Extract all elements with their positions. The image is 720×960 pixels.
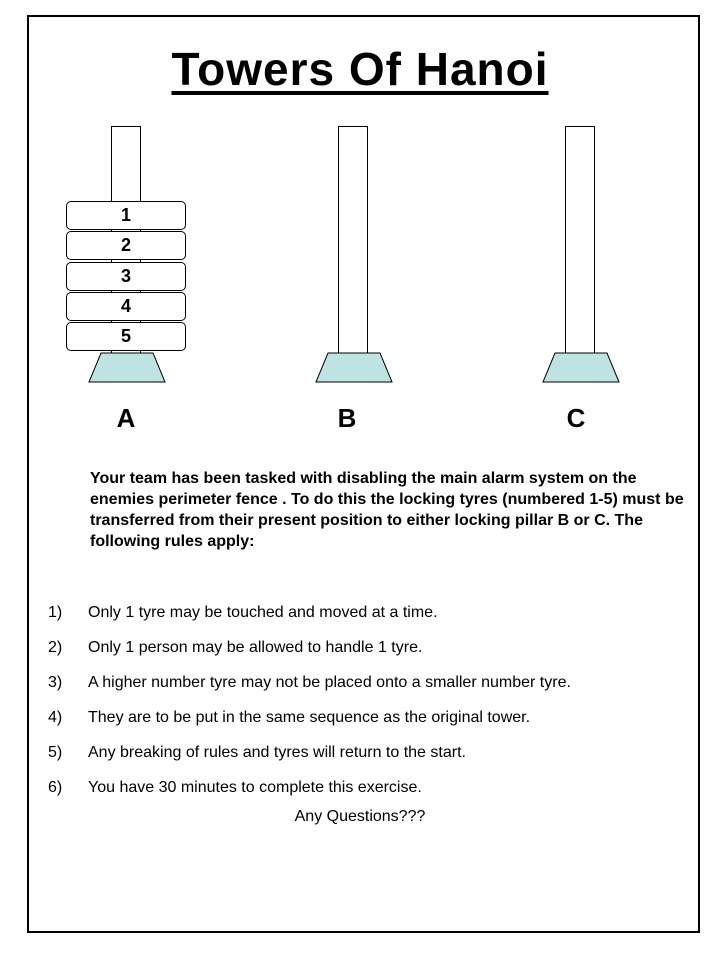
rule-number: 6): [48, 779, 63, 796]
tyre-2[interactable]: 2: [66, 231, 186, 260]
rule-text: You have 30 minutes to complete this exercise.: [88, 779, 422, 796]
rule-text: A higher number tyre may not be placed onto a smaller number tyre.: [88, 674, 571, 691]
rule-item: [48, 709, 688, 744]
rule-text: They are to be put in the same sequence as the original tower.: [88, 709, 531, 726]
pillar-a-base: [88, 352, 166, 383]
pillar-c: [565, 126, 595, 355]
tyre-4[interactable]: 4: [66, 292, 186, 321]
peg-label-a: A: [116, 403, 136, 433]
rule-item: [48, 604, 688, 639]
tyre-5[interactable]: 5: [66, 322, 186, 351]
rule-text: Only 1 tyre may be touched and moved at a time.: [88, 604, 438, 621]
rule-text: Only 1 person may be allowed to handle 1 tyre.: [88, 639, 423, 656]
pillar-c-base: [542, 352, 620, 383]
rule-number: 1): [48, 604, 63, 621]
rule-number: 4): [48, 709, 63, 726]
page-title: Towers Of Hanoi: [171, 43, 549, 95]
tyre-1[interactable]: 1: [66, 201, 186, 230]
tyre-3[interactable]: 3: [66, 262, 186, 291]
closing-question: Any Questions???: [294, 808, 426, 825]
rule-number: 2): [48, 639, 63, 656]
rule-number: 3): [48, 674, 63, 691]
pillar-b-base: [315, 352, 393, 383]
rules-list: [48, 604, 688, 814]
pillar-b: [338, 126, 368, 355]
rule-item: [48, 639, 688, 674]
rule-item: [48, 744, 688, 779]
peg-label-c: C: [566, 403, 586, 433]
peg-label-b: B: [337, 403, 357, 433]
rule-number: 5): [48, 744, 63, 761]
intro-paragraph: [87, 468, 687, 552]
rule-item: [48, 674, 688, 709]
intro-text: Your team has been tasked with disabling the main alarm system on the enemies perimeter fence . To do this the locking tyres (numbered 1-5) must be transferred from their present position to either locking pillar B or C. The following rules apply:: [90, 470, 684, 550]
rule-text: Any breaking of rules and tyres will return to the start.: [88, 744, 466, 761]
